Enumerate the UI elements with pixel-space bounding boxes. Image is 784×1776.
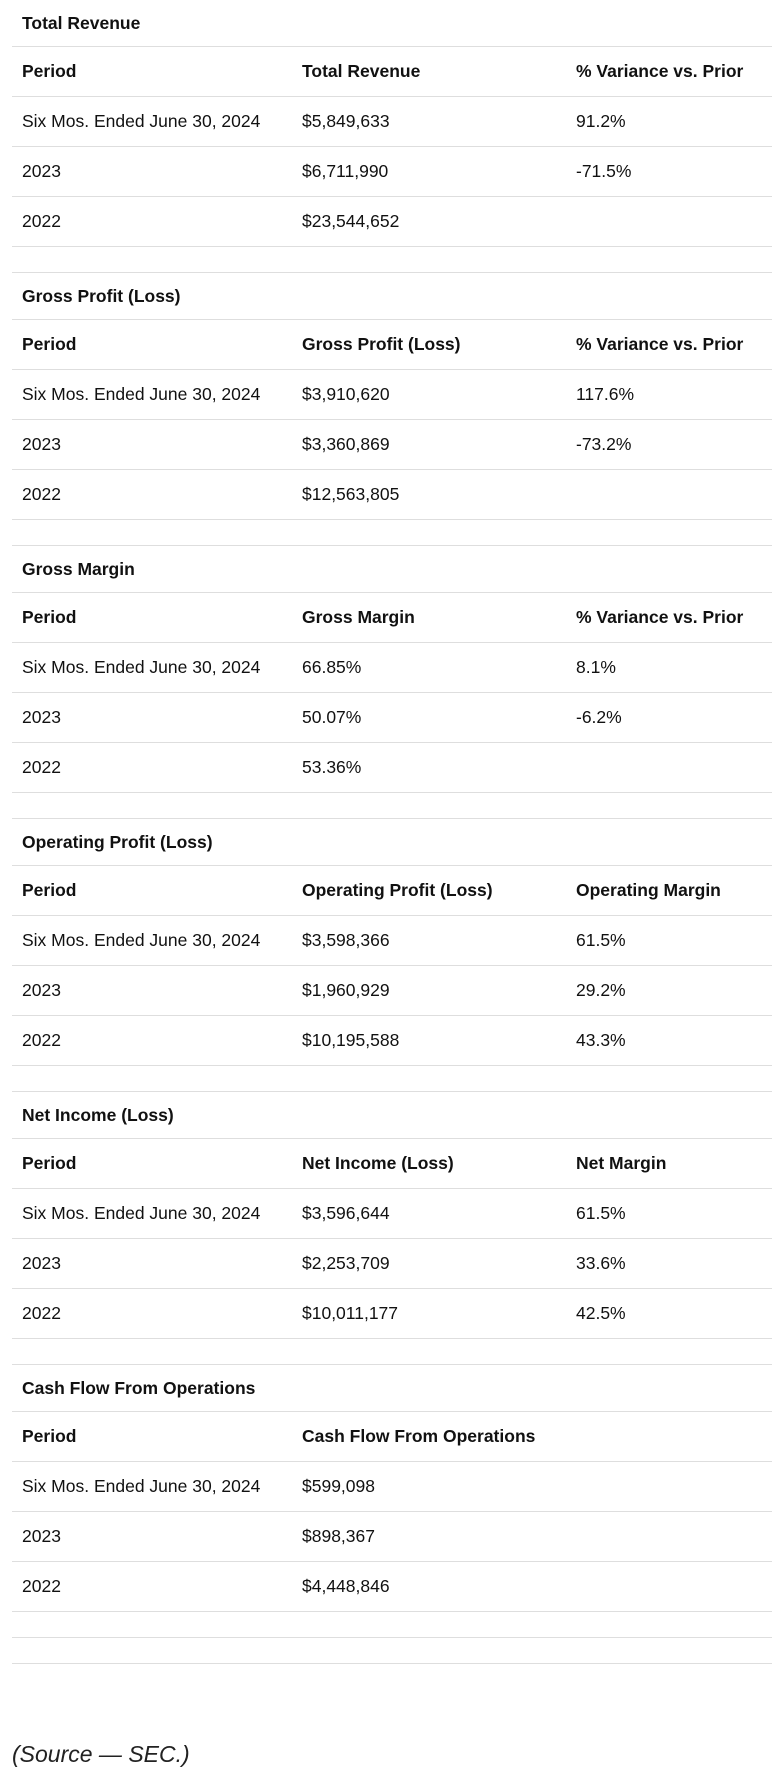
column-header: % Variance vs. Prior <box>576 334 744 354</box>
column-header: Period <box>22 607 77 627</box>
table-title-row <box>12 1365 772 1412</box>
table-cell: $10,195,588 <box>302 1030 400 1050</box>
table-header-row <box>12 1139 772 1189</box>
table-cell: 2023 <box>22 1253 61 1273</box>
table-cell: $3,596,644 <box>302 1203 390 1223</box>
table-cell: 91.2% <box>576 111 626 131</box>
table-cell: 2023 <box>22 707 61 727</box>
column-header: Period <box>22 1426 77 1446</box>
table-title: Cash Flow From Operations <box>22 1377 256 1398</box>
table-title: Net Income (Loss) <box>22 1104 174 1125</box>
table-row <box>12 916 772 966</box>
table-title-row <box>12 819 772 866</box>
column-header: Gross Margin <box>302 607 415 627</box>
column-header: Net Income (Loss) <box>302 1153 454 1173</box>
table-cell: 8.1% <box>576 657 616 677</box>
column-header: Period <box>22 880 77 900</box>
table-cell: Six Mos. Ended June 30, 2024 <box>22 1476 261 1496</box>
table-title: Gross Margin <box>22 558 135 579</box>
table-spacer <box>12 1612 772 1638</box>
table-row <box>12 97 772 147</box>
metric-table <box>12 546 772 819</box>
table-spacer <box>12 1066 772 1092</box>
table-title-row <box>12 273 772 320</box>
table-row <box>12 420 772 470</box>
table-spacer <box>12 1339 772 1365</box>
table-row <box>12 1512 772 1562</box>
table-cell: $6,711,990 <box>302 161 389 181</box>
table-spacer <box>12 520 772 546</box>
table-cell: $3,598,366 <box>302 930 390 950</box>
table-title-row <box>12 0 772 47</box>
table-cell: 2022 <box>22 484 61 504</box>
table-cell: $898,367 <box>302 1526 375 1546</box>
table-cell: 117.6% <box>576 384 635 404</box>
table-row <box>12 1562 772 1612</box>
table-row <box>12 1016 772 1066</box>
table-spacer <box>12 793 772 819</box>
table-cell: 43.3% <box>576 1030 626 1050</box>
table-cell: 61.5% <box>576 1203 626 1223</box>
metric-table <box>12 819 772 1092</box>
metric-table <box>12 1092 772 1365</box>
column-header: Total Revenue <box>302 61 421 81</box>
table-cell: Six Mos. Ended June 30, 2024 <box>22 1203 261 1223</box>
table-cell: $5,849,633 <box>302 111 390 131</box>
metric-table <box>12 0 772 273</box>
table-cell: $3,910,620 <box>302 384 390 404</box>
table-title: Operating Profit (Loss) <box>22 831 213 852</box>
table-cell: 2022 <box>22 1030 61 1050</box>
tables-container <box>12 0 772 1664</box>
table-cell: $4,448,846 <box>302 1576 390 1596</box>
column-header: Operating Margin <box>576 880 721 900</box>
table-cell: Six Mos. Ended June 30, 2024 <box>22 657 261 677</box>
table-cell: $10,011,177 <box>302 1303 399 1323</box>
metric-table <box>12 273 772 546</box>
table-title-row <box>12 1092 772 1139</box>
table-row <box>12 147 772 197</box>
table-cell: -6.2% <box>576 707 622 727</box>
table-cell: 2022 <box>22 1576 61 1596</box>
table-header-row <box>12 47 772 97</box>
table-title-row <box>12 546 772 593</box>
table-row <box>12 1462 772 1512</box>
column-header: Gross Profit (Loss) <box>302 334 461 354</box>
table-cell: 2023 <box>22 434 61 454</box>
table-cell: $12,563,805 <box>302 484 400 504</box>
table-row <box>12 966 772 1016</box>
metric-table <box>12 1365 772 1638</box>
table-cell: 66.85% <box>302 657 362 677</box>
table-cell: -73.2% <box>576 434 632 454</box>
table-cell: $3,360,869 <box>302 434 390 454</box>
table-cell: 29.2% <box>576 980 626 1000</box>
table-row <box>12 743 772 793</box>
table-cell: 2023 <box>22 1526 61 1546</box>
table-row <box>12 470 772 520</box>
table-cell: 53.36% <box>302 757 362 777</box>
table-cell: $2,253,709 <box>302 1253 390 1273</box>
table-header-row <box>12 1412 772 1462</box>
table-cell: 61.5% <box>576 930 626 950</box>
table-title: Gross Profit (Loss) <box>22 285 181 306</box>
table-cell: Six Mos. Ended June 30, 2024 <box>22 384 261 404</box>
table-cell: 2022 <box>22 1303 61 1323</box>
table-header-row <box>12 320 772 370</box>
column-header: % Variance vs. Prior <box>576 61 744 81</box>
table-row <box>12 1239 772 1289</box>
table-row <box>12 197 772 247</box>
table-title: Total Revenue <box>22 12 141 33</box>
table-cell: 50.07% <box>302 707 362 727</box>
table-row <box>12 643 772 693</box>
table-row <box>12 693 772 743</box>
bottom-divider <box>12 1638 772 1664</box>
table-cell: 33.6% <box>576 1253 626 1273</box>
table-spacer <box>12 247 772 273</box>
source-note: (Source — SEC.) <box>12 1741 190 1767</box>
table-cell: 2023 <box>22 161 61 181</box>
column-header: Period <box>22 1153 77 1173</box>
table-cell: 2023 <box>22 980 61 1000</box>
table-cell: 2022 <box>22 757 61 777</box>
column-header: Period <box>22 61 77 81</box>
table-header-row <box>12 593 772 643</box>
table-cell: -71.5% <box>576 161 632 181</box>
table-cell: 42.5% <box>576 1303 626 1323</box>
column-header: Operating Profit (Loss) <box>302 880 493 900</box>
table-header-row <box>12 866 772 916</box>
column-header: Cash Flow From Operations <box>302 1426 536 1446</box>
table-cell: 2022 <box>22 211 61 231</box>
column-header: Period <box>22 334 77 354</box>
table-row <box>12 370 772 420</box>
table-cell: Six Mos. Ended June 30, 2024 <box>22 111 261 131</box>
table-row <box>12 1289 772 1339</box>
table-cell: Six Mos. Ended June 30, 2024 <box>22 930 261 950</box>
column-header: Net Margin <box>576 1153 667 1173</box>
table-cell: $23,544,652 <box>302 211 400 231</box>
table-row <box>12 1189 772 1239</box>
table-cell: $1,960,929 <box>302 980 390 1000</box>
table-cell: $599,098 <box>302 1476 375 1496</box>
column-header: % Variance vs. Prior <box>576 607 744 627</box>
